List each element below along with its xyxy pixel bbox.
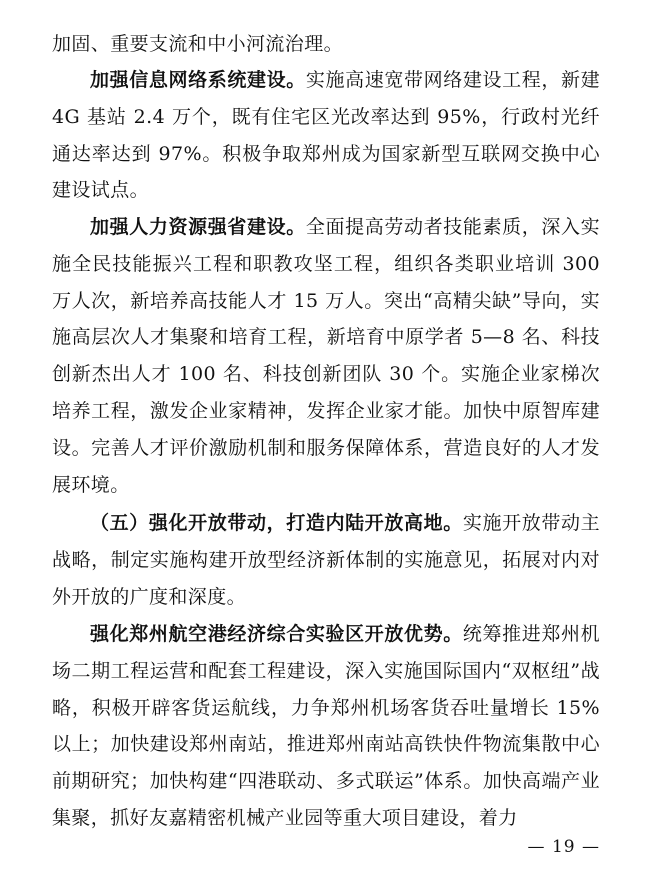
paragraph-4 xyxy=(52,505,600,615)
paragraph-1-body: 加固、重要支流和中小河流治理。 xyxy=(52,33,344,55)
page-number: — 19 — xyxy=(527,837,600,857)
paragraph-5-body: 统筹推进郑州机场二期工程运营和配套工程建设，深入实施国际国内“双枢纽”战略，积极开辟客货运航线，力争郑州机场客货吞吐量增长 15% 以上；加快建设郑州南站，推进郑州南站高铁快件物流集散中心前期研究；加快构建“四港联动、多式联运”体系。加快高端产业集聚，抓好友嘉精密机械产业园等重大项目建设，着力 xyxy=(52,623,600,829)
paragraph-2-heading: 加强信息网络系统建设。 xyxy=(90,69,306,91)
paragraph-3-body: 全面提高劳动者技能素质，深入实施全民技能振兴工程和职教攻坚工程，组织各类职业培训 300 万人次，新培养高技能人才 15 万人。突出“高精尖缺”导向，实施高层次人才集聚和培育工程，新培育中原学者 5—8 名、科技创新杰出人才 100 名、科技创新团队 30 个。实施企业家梯次培养工程，激发企业家精神，发挥企业家才能。加快中原智库建设。完善人才评价激励机制和服务保障体系，营造良好的人才发展环境。 xyxy=(52,216,600,496)
paragraph-5-heading: 强化郑州航空港经济综合实验区开放优势。 xyxy=(90,623,463,645)
paragraph-4-body: 实施开放带动主战略，制定实施构建开放型经济新体制的实施意见，拓展对内对外开放的广度和深度。 xyxy=(52,512,600,608)
paragraph-3-heading: 加强人力资源强省建设。 xyxy=(90,216,306,238)
paragraph-3 xyxy=(52,209,600,503)
paragraph-2-body: 实施高速宽带网络建设工程，新建4G 基站 2.4 万个，既有住宅区光改率达到 95%，行政村光纤通达率达到 97%。积极争取郑州成为国家新型互联网交换中心建设试点。 xyxy=(52,69,600,202)
paragraph-4-heading: （五）强化开放带动，打造内陆开放高地。 xyxy=(90,512,463,534)
paragraph-5 xyxy=(52,616,600,837)
paragraph-1 xyxy=(52,26,600,63)
paragraph-2 xyxy=(52,62,600,209)
